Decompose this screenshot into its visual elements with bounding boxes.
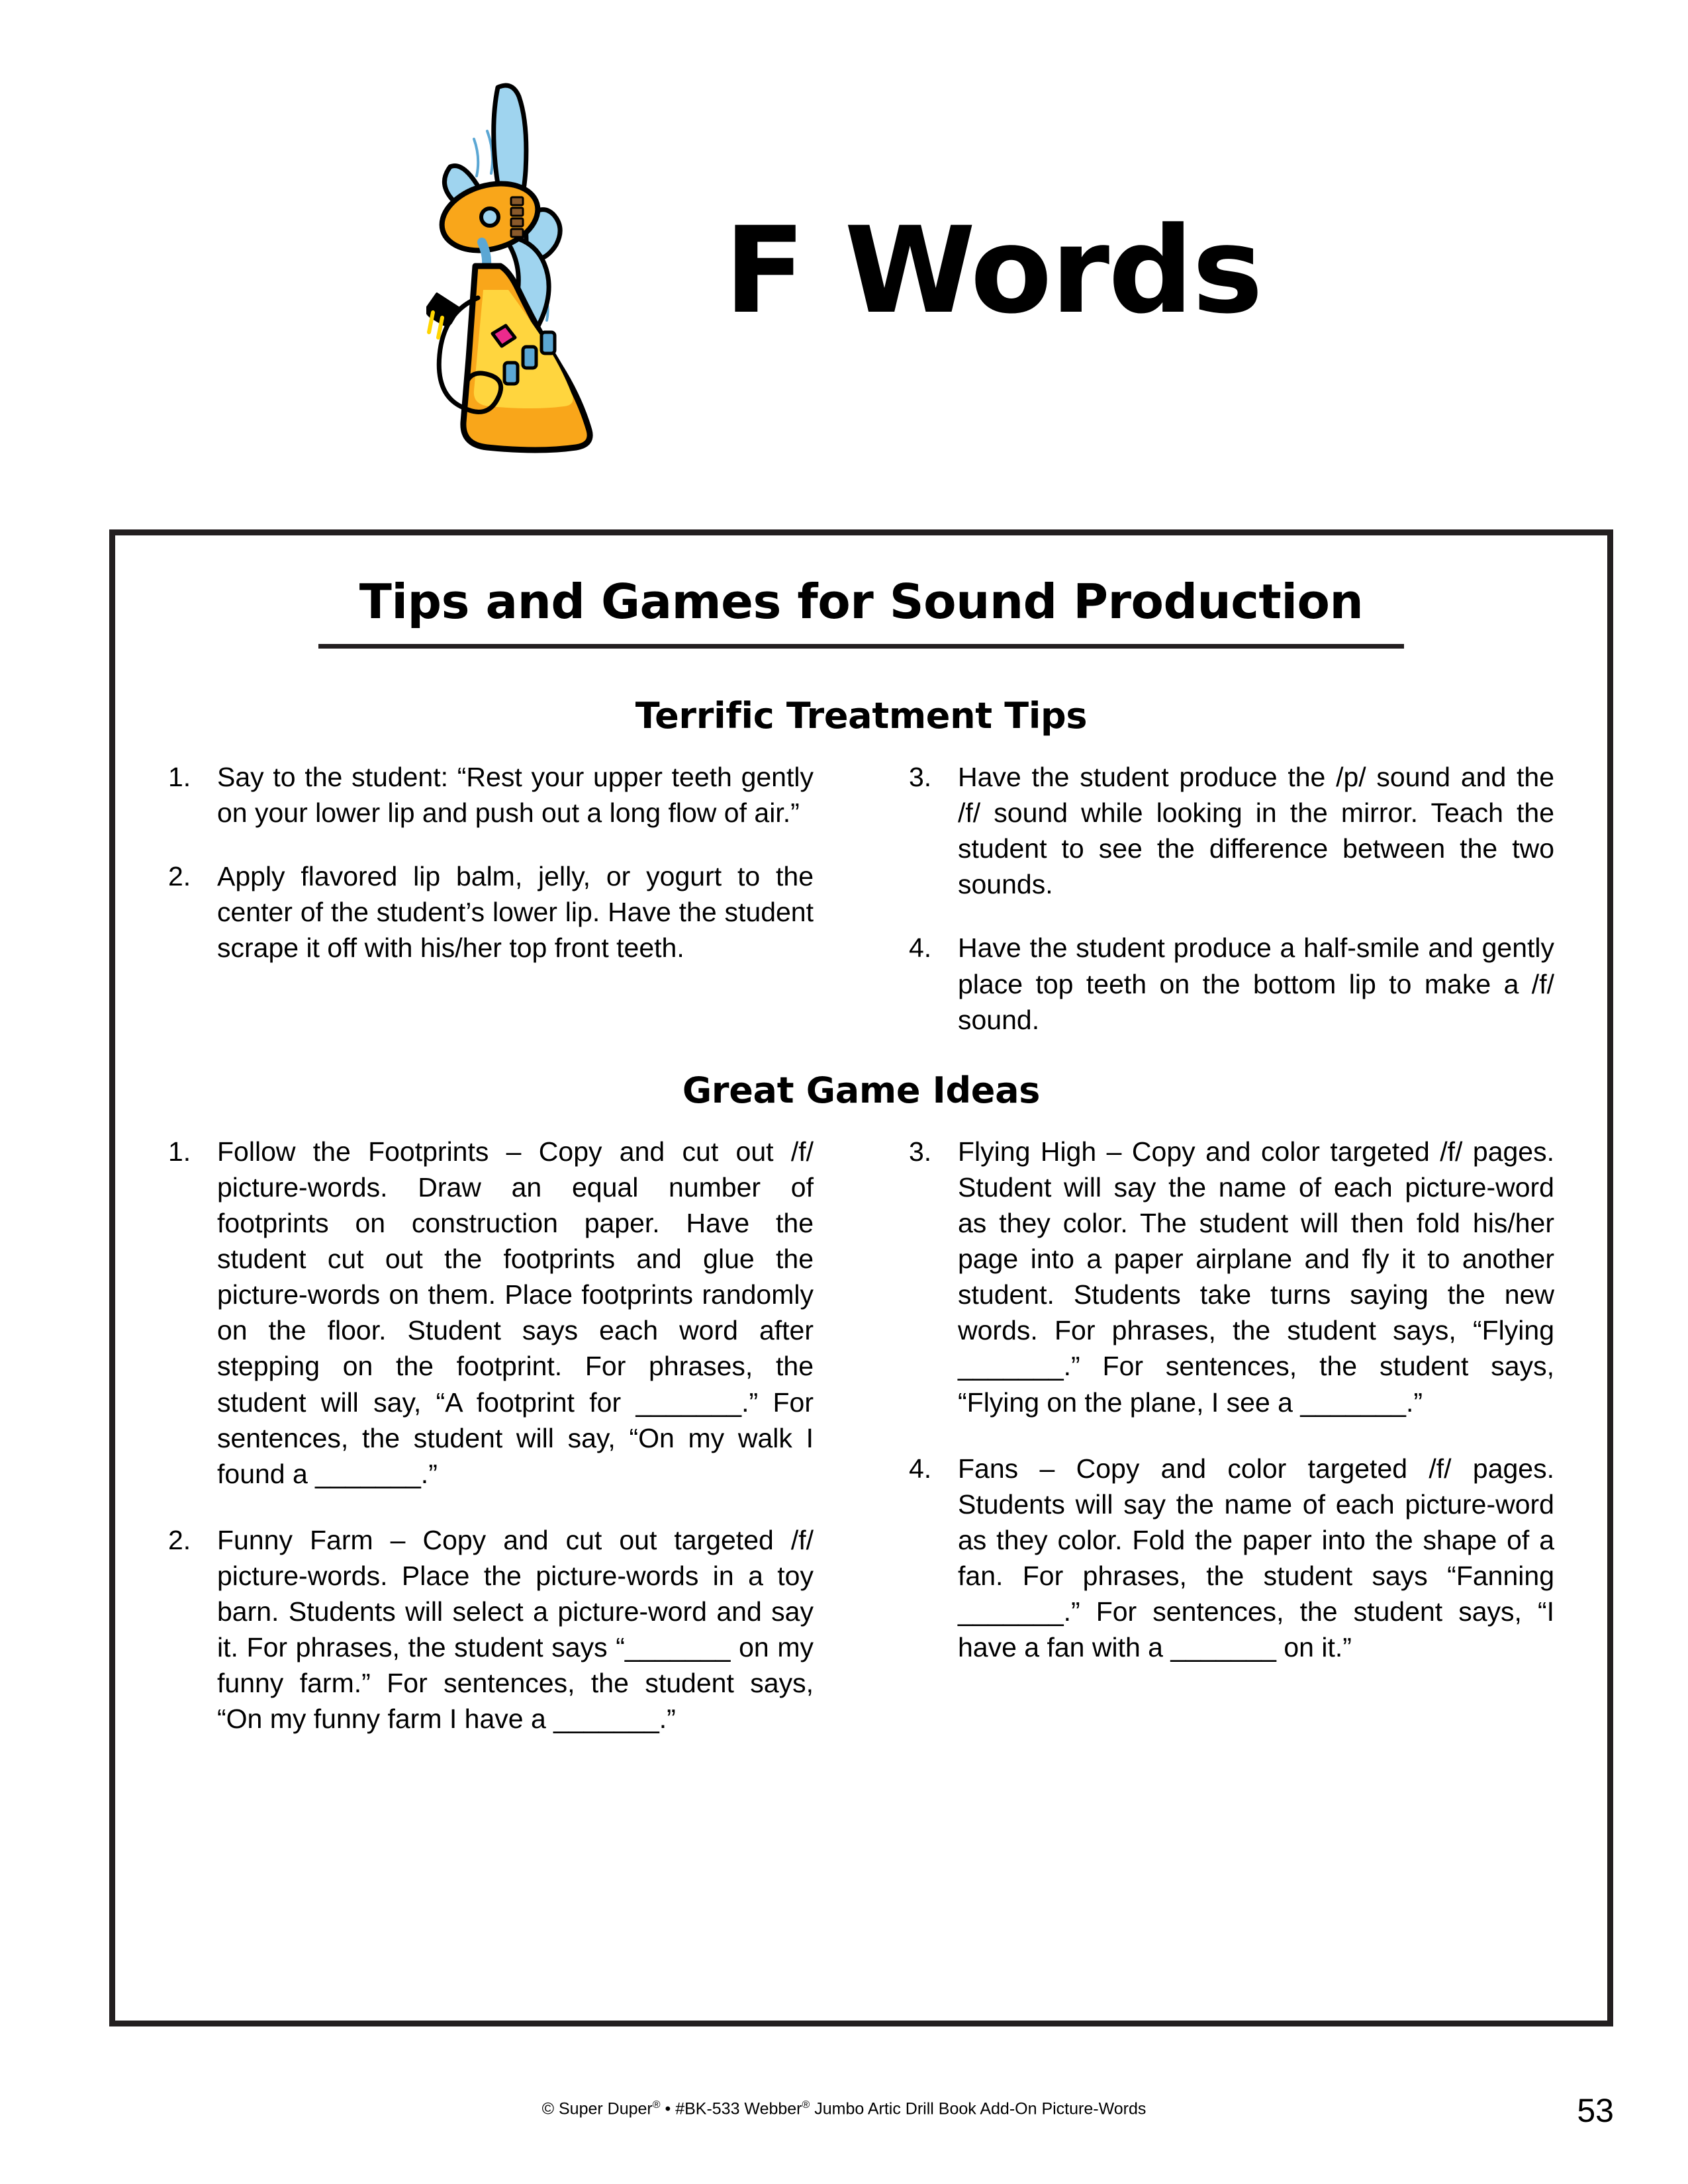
list-item xyxy=(168,858,814,966)
treatment-tips-columns xyxy=(115,759,1607,1038)
list-item-number: 1. xyxy=(168,762,191,792)
title-underline-rule xyxy=(318,644,1404,649)
game-ideas-right-column xyxy=(909,1134,1554,1768)
section-heading-treatment-tips: Terrific Treatment Tips xyxy=(635,695,1088,737)
list-item xyxy=(168,1134,814,1492)
game-ideas-left-column xyxy=(168,1134,814,1768)
page-number: 53 xyxy=(1577,2092,1614,2129)
page-header xyxy=(0,60,1688,483)
footer-copyright-credit xyxy=(0,2099,1688,2118)
footer-credit-suffix: Jumbo Artic Drill Book Add-On Picture-Words xyxy=(810,2099,1147,2118)
section-heading-game-ideas: Great Game Ideas xyxy=(682,1069,1041,1111)
list-item-number: 3. xyxy=(909,762,932,792)
list-item-text: Apply flavored lip balm, jelly, or yogurt to the center of the student’s lower lip. Have the student scrape it off with his/her top front teeth. xyxy=(217,861,814,964)
header-inner xyxy=(426,79,1262,463)
treatment-tips-left-column xyxy=(168,759,814,1038)
list-item-number: 3. xyxy=(909,1136,932,1167)
box-title: Tips and Games for Sound Production xyxy=(359,574,1364,629)
registered-trademark-icon: ® xyxy=(802,2099,810,2111)
list-item-text: Say to the student: “Rest your upper teeth gently on your lower lip and push out a long flow of air.” xyxy=(217,762,814,829)
list-item-number: 4. xyxy=(909,933,932,964)
list-item xyxy=(909,930,1554,1037)
list-item-number: 2. xyxy=(168,861,191,892)
list-item-text: Flying High – Copy and color targeted /f/ pages. Student will say the name of each picture-word as they color. The student will then fold his/her page into a paper airplane and fly it to another student. Students take turns saying the new words. For phrases, the student says, “Flying _______.” For sentences, the student says, “Flying on the plane, I see a _______.” xyxy=(958,1136,1554,1418)
list-item xyxy=(909,1134,1554,1420)
list-item-text: Follow the Footprints – Copy and cut out /f/ picture-words. Draw an equal number of footprints on construction paper. Have the student cut out the footprints and glue the picture-words on them. Place footprints randomly on the floor. Student says each word after stepping on the footprint. For phrases, the student will say, “A footprint for _______.” For sentences, the student will say, “On my walk I found a _______.” xyxy=(217,1136,814,1489)
footer-credit-middle: • #BK-533 Webber xyxy=(660,2099,802,2118)
list-item-number: 2. xyxy=(168,1524,191,1555)
list-item-text: Have the student produce a half-smile and gently place top teeth on the bottom lip to make a /f/ sound. xyxy=(958,933,1554,1035)
content-box xyxy=(109,529,1613,2026)
list-item xyxy=(168,1522,814,1737)
list-item xyxy=(909,759,1554,902)
list-item xyxy=(909,1451,1554,1666)
registered-trademark-icon: ® xyxy=(652,2099,661,2111)
electric-fan-icon xyxy=(426,79,704,463)
footer-credit-prefix: © Super Duper xyxy=(541,2099,653,2118)
list-item-number: 1. xyxy=(168,1136,191,1167)
list-item-text: Fans – Copy and color targeted /f/ pages. Students will say the name of each picture-word as they color. Fold the paper into the shape of a fan. For phrases, the student says “Fanning _______.” For sentences, the student says, “I have a fan with a _______ on it.” xyxy=(958,1453,1554,1663)
game-ideas-columns xyxy=(115,1134,1607,1768)
list-item-number: 4. xyxy=(909,1453,932,1484)
page-title: F Words xyxy=(724,202,1262,340)
list-item-text: Funny Farm – Copy and cut out targeted /f/ picture-words. Place the picture-words in a toy barn. Students will select a picture-word and say it. For phrases, the student says “_______ on my funny farm.” For sentences, the student says, “On my funny farm I have a _______.” xyxy=(217,1524,814,1735)
page-footer xyxy=(0,2091,1688,2151)
list-item xyxy=(168,759,814,831)
list-item-text: Have the student produce the /p/ sound and the /f/ sound while looking in the mirror. Teach the student to see the difference between the two sounds. xyxy=(958,762,1554,900)
treatment-tips-right-column xyxy=(909,759,1554,1038)
